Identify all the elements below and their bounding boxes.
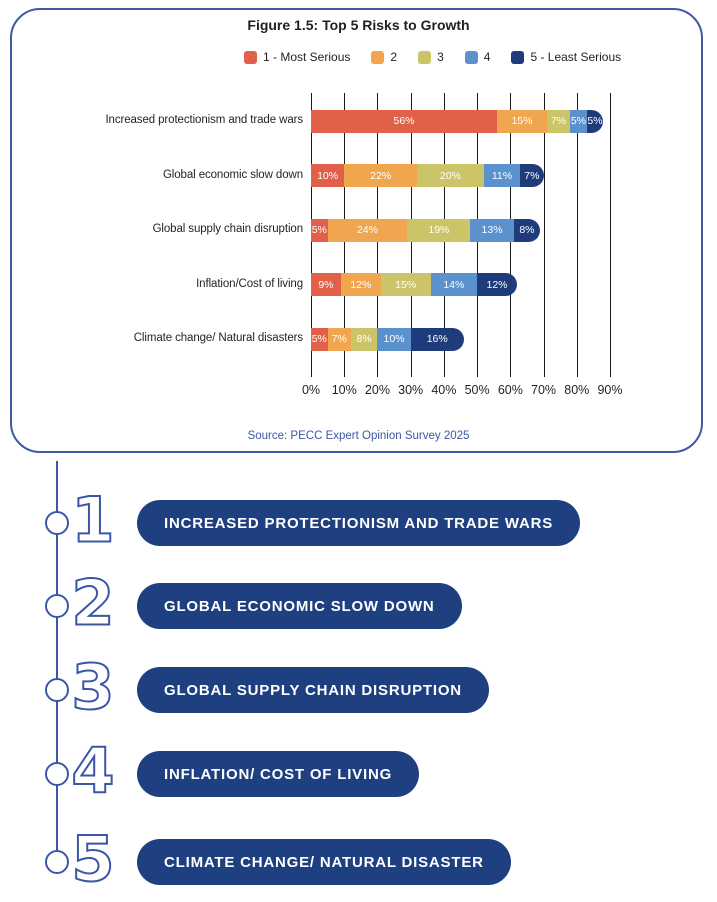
bar-segment	[344, 164, 417, 187]
rank-item	[0, 820, 717, 902]
rank-item	[0, 732, 717, 816]
gridline	[577, 93, 578, 377]
legend-swatch	[511, 51, 524, 64]
gridline	[544, 93, 545, 377]
axis-tick-label: 50%	[464, 383, 490, 397]
bar-segment-label: 10%	[383, 333, 405, 345]
bar-segment	[328, 219, 408, 242]
rank-pill	[137, 751, 419, 797]
category-label: Global economic slow down	[162, 168, 303, 181]
bar-segment	[477, 273, 517, 296]
bar-segment	[377, 328, 410, 351]
legend-label: 2	[390, 50, 398, 64]
bar-row	[311, 273, 517, 296]
bar-segment-label: 19%	[428, 224, 450, 236]
axis-tick-label: 70%	[531, 383, 557, 397]
rank-pill	[137, 500, 580, 546]
rank-number: 2	[71, 566, 115, 640]
bar-segment	[587, 110, 604, 133]
bar-segment	[497, 110, 547, 133]
axis-tick-label: 0%	[301, 383, 321, 397]
bar-segment-label: 7%	[524, 169, 540, 182]
bar-segment-label: 12%	[350, 278, 372, 291]
bar-segment-label: 15%	[511, 115, 533, 127]
rank-item	[0, 648, 717, 732]
bar-segment	[520, 164, 543, 187]
category-label: Inflation/Cost of living	[196, 277, 303, 290]
rank-pill-label: GLOBAL ECONOMIC SLOW DOWN	[164, 597, 435, 615]
bar-segment	[411, 328, 464, 351]
bar-segment	[311, 328, 328, 351]
rank-pill-label: CLIMATE CHANGE/ NATURAL DISASTER	[164, 853, 484, 871]
chart-legend	[244, 50, 621, 64]
figure-title: Figure 1.5: Top 5 Risks to Growth	[247, 17, 470, 33]
bar-segment	[417, 164, 483, 187]
bar-segment	[407, 219, 470, 242]
axis-tick-label: 20%	[364, 383, 390, 397]
category-label: Increased protectionism and trade wars	[105, 114, 303, 126]
bar-segment	[547, 110, 570, 133]
bar-segment-label: 12%	[486, 278, 508, 291]
legend-label: 4	[483, 50, 491, 64]
bar-segment-label: 5%	[570, 115, 586, 127]
legend-item	[465, 50, 491, 64]
legend-item	[371, 50, 397, 64]
rank-number: 1	[71, 483, 115, 557]
bar-segment-label: 5%	[587, 115, 603, 127]
chart-plot	[301, 93, 623, 397]
bar-segment-label: 7%	[550, 115, 567, 127]
legend-label: 3	[437, 50, 444, 64]
rank-pill	[137, 583, 462, 629]
axis-tick-label: 40%	[431, 383, 457, 397]
bar-segment	[341, 273, 381, 296]
bar-segment-label: 22%	[370, 169, 392, 182]
bar-segment	[470, 219, 513, 242]
axis-tick-label: 90%	[597, 383, 623, 397]
legend-item	[244, 50, 350, 64]
bar-segment	[311, 164, 344, 187]
bar-segment	[431, 273, 478, 296]
bar-row	[311, 164, 544, 187]
legend-label: 1 - Most Serious	[263, 50, 351, 64]
rank-number: 4	[71, 734, 115, 808]
axis-tick-label: 30%	[398, 383, 424, 397]
bar-segment-label: 8%	[356, 333, 372, 345]
bar-row	[311, 110, 603, 133]
bar-segment-label: 24%	[356, 224, 378, 236]
rank-pill-label: INFLATION/ COST OF LIVING	[164, 765, 393, 783]
rank-number: 3	[71, 650, 115, 724]
bar-segment-label: 9%	[318, 278, 334, 291]
bar-segment-label: 56%	[393, 115, 415, 127]
category-label: Global supply chain disruption	[152, 223, 303, 235]
rank-item	[0, 481, 717, 565]
bar-segment-label: 11%	[491, 169, 513, 182]
rank-number: 5	[71, 822, 115, 896]
bar-segment	[311, 110, 497, 133]
legend-label: 5 - Least Serious	[530, 50, 622, 64]
rank-pill-label: INCREASED PROTECTIONISM AND TRADE WARS	[164, 514, 554, 532]
bar-segment	[311, 273, 341, 296]
rank-pill	[137, 667, 489, 713]
legend-swatch	[371, 51, 384, 64]
legend-item	[418, 50, 444, 64]
bar-segment-label: 13%	[481, 224, 503, 236]
bar-segment-label: 16%	[426, 333, 448, 345]
bar-segment-label: 8%	[519, 224, 535, 236]
bar-segment-label: 5%	[311, 333, 327, 345]
axis-tick-label: 80%	[564, 383, 590, 397]
axis-tick-label: 60%	[497, 383, 523, 397]
bar-segment	[570, 110, 587, 133]
rank-pill	[137, 839, 511, 885]
bar-segment-label: 5%	[311, 224, 327, 236]
bar-segment-label: 20%	[440, 169, 462, 182]
rank-pill-label: GLOBAL SUPPLY CHAIN DISRUPTION	[164, 681, 462, 699]
bar-segment-label: 7%	[331, 333, 347, 345]
legend-item	[511, 50, 621, 64]
bar-segment-label: 15%	[395, 278, 417, 291]
source-note: Source: PECC Expert Opinion Survey 2025	[247, 430, 470, 442]
legend-swatch	[418, 51, 431, 64]
bar-segment	[311, 219, 328, 242]
bar-segment	[351, 328, 378, 351]
bar-segment-label: 14%	[443, 278, 465, 291]
bar-segment	[514, 219, 541, 242]
gridline	[610, 93, 611, 377]
bar-segment	[328, 328, 351, 351]
rank-item	[0, 564, 717, 648]
legend-swatch	[465, 51, 478, 64]
axis-tick-label: 10%	[331, 383, 357, 397]
bar-segment	[381, 273, 431, 296]
bar-segment	[484, 164, 521, 187]
bar-row	[311, 328, 464, 351]
bar-row	[311, 219, 540, 242]
legend-swatch	[244, 51, 257, 64]
category-label: Climate change/ Natural disasters	[133, 332, 303, 344]
bar-segment-label: 10%	[317, 169, 339, 182]
